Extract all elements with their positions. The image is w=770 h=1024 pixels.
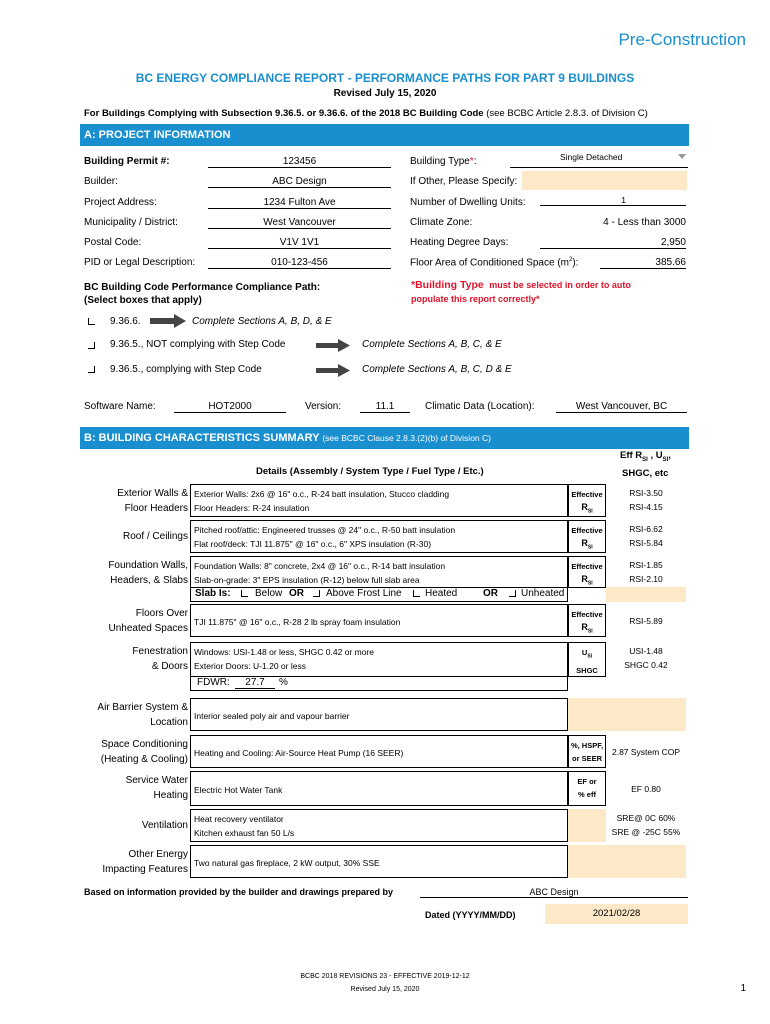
value-cell[interactable] (606, 809, 686, 842)
path-desc-3: Complete Sections A, B, C, D & E (362, 364, 512, 375)
row-label-line-2: Location (150, 717, 188, 728)
dwelling-units-value[interactable]: 1 (540, 195, 686, 206)
slab-above-label: Above Frost Line (326, 588, 402, 599)
row-label-line-2: Floor Headers (124, 503, 188, 514)
row-label-line-2: Impacting Features (102, 864, 188, 875)
details-field[interactable] (190, 735, 568, 768)
path-desc-1: Complete Sections A, B, D, & E (192, 316, 332, 327)
details-line-1: Exterior Walls: 2x6 @ 16" o.c., R-24 batt insulation, Stucco cladding (194, 489, 450, 499)
row-label (84, 529, 188, 544)
project-field-value[interactable]: 1234 Fulton Ave (208, 197, 391, 209)
unit-line-1: $U_{SI}$ (581, 648, 593, 660)
path-code-2: 9.36.5., NOT complying with Step Code (110, 339, 286, 350)
unit-cell (568, 604, 606, 637)
fdwr-row (190, 676, 568, 691)
details-line-1: Heat recovery ventilator (194, 814, 284, 824)
unit-line-1: Effective (571, 526, 603, 535)
row-label (84, 847, 188, 877)
unit-cell (568, 556, 606, 588)
unit-line-2: $R_{SI}$ (581, 538, 593, 551)
climate-zone-value: 4 - Less than 3000 (603, 217, 686, 228)
row-label-line-1: Service Water (125, 775, 188, 786)
floor-area-label: Floor Area of Conditioned Space $(m^2)$: (410, 257, 579, 269)
value-line-1: RSI-3.50 (629, 488, 663, 498)
unit-line-2: $R_{SI}$ (581, 502, 593, 515)
row-label (84, 644, 188, 674)
value-line-2: RSI-5.84 (629, 538, 663, 548)
slab-or-1: OR (289, 588, 304, 599)
project-field-value[interactable]: 010-123-456 (208, 257, 391, 269)
details-field[interactable] (190, 845, 568, 878)
path-code-1: 9.36.6. (110, 316, 141, 327)
version-value[interactable]: 11.1 (360, 401, 410, 413)
slab-value-field[interactable] (606, 587, 686, 602)
section-a-header: A: PROJECT INFORMATION (80, 124, 689, 146)
details-field[interactable] (190, 556, 568, 588)
row-label (84, 558, 188, 588)
value-line-2: RSI-2.10 (629, 574, 663, 584)
rev-line-1: BCBC 2018 REVISIONS 23 - EFFECTIVE 2019-12-12 (300, 973, 470, 980)
hdd-label: Heating Degree Days: (410, 237, 509, 248)
project-field-value[interactable]: V1V 1V1 (208, 237, 391, 249)
row-label (84, 486, 188, 516)
value-cell[interactable] (606, 771, 686, 806)
climatic-value[interactable]: West Vancouver, BC (556, 401, 687, 413)
arrow-right-icon (316, 339, 350, 352)
unit-line-2: $R_{SI}$ (581, 574, 593, 587)
value-cell[interactable] (606, 484, 686, 517)
row-label-line-2: Headers, & Slabs (110, 575, 188, 586)
slab-above-checkbox[interactable] (313, 590, 320, 597)
row-label-line-1: Air Barrier System & (97, 702, 188, 713)
if-other-label: If Other, Please Specify: (410, 176, 518, 187)
eff-header-2: SHGC, etc (622, 468, 669, 479)
row-label-line-2: Unheated Spaces (108, 623, 188, 634)
details-line-2: Flat roof/deck: TJI 11.875" @ 16" o.c., 6" XPS insulation (R-30) (194, 539, 432, 549)
project-field-value[interactable]: 123456 (208, 156, 391, 168)
slab-heated-label: Heated (425, 588, 458, 599)
based-on-text: Based on information provided by the builder and drawings prepared by (84, 887, 394, 897)
climate-zone-label: Climate Zone: (410, 217, 473, 228)
slab-unheated-checkbox[interactable] (509, 590, 516, 597)
fdwr-unit: % (279, 677, 288, 688)
if-other-field[interactable] (522, 171, 687, 190)
row-label-line-1: Space Conditioning (101, 739, 188, 750)
value-cell[interactable] (606, 845, 686, 878)
unit-cell (568, 845, 606, 878)
report-title: BC ENERGY COMPLIANCE REPORT - PERFORMANCE PATHS FOR PART 9 BUILDINGS (135, 71, 635, 85)
unit-cell (568, 642, 606, 677)
warning-2: populate this report correctly* (411, 294, 540, 304)
value-cell[interactable] (606, 556, 686, 588)
details-line-2: Slab-on-grade: 3" EPS insulation (R-12) below full slab area (194, 575, 420, 585)
floor-area-value: 385.66 (600, 257, 686, 269)
software-value[interactable]: HOT2000 (174, 401, 286, 413)
value-line-1: SRE@ 0C 60% (616, 813, 676, 823)
details-field[interactable] (190, 698, 568, 731)
value-line-2: SRE @ -25C 55% (611, 827, 681, 837)
building-type-value: Single Detached (560, 152, 623, 162)
unit-line-1: %, HSPF, (570, 741, 604, 750)
unit-line-2: or SEER (571, 754, 602, 763)
details-line-1: Pitched roof/attic: Engineered trusses @ 24" o.c., R-50 batt insulation (194, 525, 456, 535)
details-line-1: Heating and Cooling: Air-Source Heat Pump (16 SEER) (194, 747, 404, 758)
slab-below-label: Below (255, 588, 283, 599)
dwelling-units-label: Number of Dwelling Units: (410, 197, 526, 208)
row-label-line-1: Roof / Ceilings (122, 530, 188, 542)
details-field[interactable] (190, 604, 568, 637)
project-field-value[interactable]: West Vancouver (208, 217, 391, 229)
stage-label: Pre-Construction (618, 30, 746, 49)
path-code-3: 9.36.5., complying with Step Code (110, 364, 262, 375)
details-header: Details (Assembly / System Type / Fuel Type / Etc.) (256, 466, 484, 477)
subtitle-bold: For Buildings Complying with Subsection 9.36.5. or 9.36.6. of the 2018 BC Building Code (84, 108, 484, 119)
value-cell[interactable] (606, 698, 686, 731)
slab-below-checkbox[interactable] (241, 590, 248, 597)
details-field[interactable] (190, 642, 568, 677)
unit-line-1: EF or (577, 777, 597, 786)
page-number: 1 (740, 983, 746, 994)
project-field-label: Municipality / District: (84, 217, 178, 228)
unit-line-1: Effective (571, 562, 603, 571)
row-label (84, 737, 188, 767)
value-cell[interactable] (606, 520, 686, 553)
unit-cell (568, 698, 606, 731)
value-cell[interactable] (606, 604, 686, 637)
slab-row (190, 587, 568, 602)
unit-cell (568, 520, 606, 553)
fdwr-value[interactable]: 27.7 (235, 677, 275, 689)
section-b-header: B: BUILDING CHARACTERISTICS SUMMARY (see BCBC Clause 2.8.3.(2)(b) of Division C) (80, 427, 689, 449)
row-label-line-1: Other Energy (128, 849, 188, 860)
slab-or-2: OR (483, 588, 498, 599)
unit-cell (568, 735, 606, 768)
chevron-down-icon (678, 154, 686, 159)
path-checkbox-3[interactable] (88, 366, 95, 373)
rev-line-2: Revised July 15, 2020 (350, 986, 420, 993)
fdwr-label: FDWR: (197, 677, 230, 688)
unit-line-2: SHGC (576, 665, 598, 675)
building-type-select[interactable] (510, 149, 688, 168)
software-label: Software Name: (84, 401, 156, 412)
eff-header-1: Eff $R_{SI}$ , $U_{SI}$, (620, 450, 671, 463)
row-label-line-2: & Doors (151, 661, 188, 672)
unit-cell (568, 771, 606, 806)
value-line-2: SHGC 0.42 (624, 660, 668, 670)
slab-heated-checkbox[interactable] (413, 590, 420, 597)
path-checkbox-2[interactable] (88, 342, 95, 349)
value-line-1: 2.87 System COP (611, 746, 681, 757)
path-label-2: (Select boxes that apply) (84, 295, 202, 306)
unit-line-2: % eff (578, 790, 596, 799)
path-desc-2: Complete Sections A, B, C, & E (362, 339, 502, 350)
project-field-label: Project Address: (84, 197, 157, 208)
row-label-line-1: Floors Over (135, 608, 188, 619)
project-field-label: PID or Legal Description: (84, 257, 196, 268)
slab-unheated-label: Unheated (521, 588, 565, 599)
row-label-line-1: Ventilation (141, 819, 188, 831)
row-label-line-2: (Heating & Cooling) (100, 754, 188, 765)
details-line-1: Windows: USI-1.48 or less, SHGC 0.42 or more (194, 647, 374, 657)
path-label: BC Building Code Performance Compliance Path: (84, 282, 321, 293)
details-line-2: Floor Headers: R-24 insulation (194, 503, 310, 513)
slab-label: Slab Is: (195, 588, 231, 599)
details-line-1: Two natural gas fireplace, 2 kW output, 30% SSE (194, 857, 380, 868)
value-line-1: EF 0.80 (631, 783, 661, 794)
row-label (84, 700, 188, 730)
unit-cell (568, 484, 606, 517)
row-label (84, 606, 188, 636)
details-line-1: Electric Hot Water Tank (194, 784, 283, 795)
value-cell[interactable] (606, 642, 686, 677)
row-label-line-1: Fenestration (132, 646, 188, 657)
unit-line-1: Effective (571, 490, 603, 499)
project-field-value[interactable]: ABC Design (208, 176, 391, 188)
value-line-1: RSI-6.62 (629, 524, 663, 534)
value-line-1: RSI-5.89 (629, 615, 663, 626)
climatic-label: Climatic Data (Location): (425, 401, 535, 412)
warning-1: *Building Type must be selected in order to auto (411, 279, 631, 291)
unit-cell (568, 809, 606, 842)
arrow-right-icon (316, 364, 350, 377)
value-cell[interactable] (606, 735, 686, 768)
unit-line-2: $R_{SI}$ (581, 622, 593, 635)
project-field-label: Building Permit #: (84, 156, 170, 167)
path-checkbox-1[interactable] (88, 318, 95, 325)
value-line-2: RSI-4.15 (629, 502, 663, 512)
details-line-2: Exterior Doors: U-1.20 or less (194, 661, 306, 671)
row-label-line-1: Exterior Walls & (117, 488, 188, 499)
subtitle-rest: (see BCBC Article 2.8.3. of Division C) (486, 108, 648, 119)
details-field[interactable] (190, 771, 568, 806)
prepared-by[interactable]: ABC Design (420, 887, 688, 898)
unit-line-1: Effective (571, 610, 603, 619)
details-field[interactable] (190, 484, 568, 517)
value-line-1: RSI-1.85 (629, 560, 663, 570)
details-line-1: Interior sealed poly air and vapour barrier (194, 710, 350, 721)
details-field[interactable] (190, 520, 568, 553)
version-label: Version: (305, 401, 342, 412)
building-type-label: Building Type*: (410, 156, 477, 167)
details-line-2: Kitchen exhaust fan 50 L/s (194, 828, 295, 838)
details-line-1: Foundation Walls: 8" concrete, 2x4 @ 16" o.c., R-14 batt insulation (194, 561, 446, 571)
row-label-line-2: Heating (153, 790, 188, 801)
row-label (84, 773, 188, 803)
hdd-value: 2,950 (540, 237, 686, 249)
project-field-label: Postal Code: (84, 237, 142, 248)
project-field-label: Builder: (84, 176, 118, 187)
dated-label: Dated (YYYY/MM/DD) (425, 910, 516, 920)
row-label-line-1: Foundation Walls, (108, 560, 188, 571)
value-line-1: USI-1.48 (629, 646, 663, 656)
details-field[interactable] (190, 809, 568, 842)
revised-date: Revised July 15, 2020 (333, 88, 437, 99)
row-label (84, 818, 188, 833)
subtitle (84, 108, 648, 119)
details-line-1: TJI 11.875" @ 16" o.c., R-28 2 lb spray foam insulation (194, 616, 401, 627)
arrow-right-icon (150, 314, 186, 328)
dated-value[interactable]: 2021/02/28 (545, 904, 688, 924)
